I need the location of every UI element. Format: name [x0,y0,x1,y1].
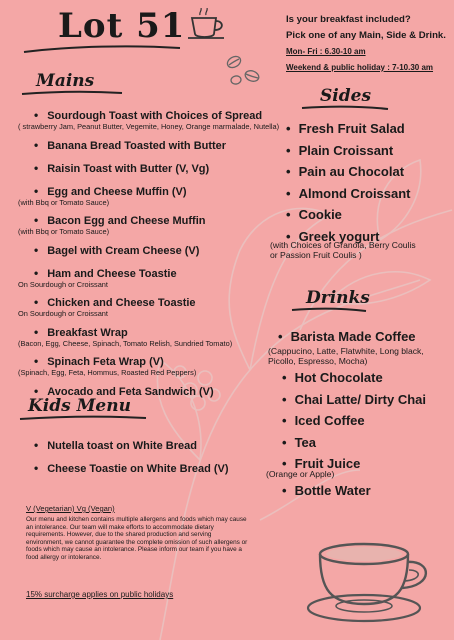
menu-item-name: • Spinach Feta Wrap (V) [34,356,164,368]
menu-item-note: (with Bbq or Tomato Sauce) [18,227,110,236]
list-item [18,228,280,237]
menu-item-note: (with Bbq or Tomato Sauce) [18,197,110,207]
list-item [18,104,280,123]
list-item [18,291,280,310]
list-item [18,157,280,176]
list-item [286,118,411,140]
list-item [34,434,229,453]
kids-menu-title: Kids Menu [28,396,131,416]
list-item [18,262,280,281]
list-item [18,340,280,349]
intro-line-2: Pick one of any Main, Side & Drink. [286,30,446,41]
menu-item-name: • Bottle Water [282,483,371,498]
menu-item-name: • Sourdough Toast with Choices of Spread [34,110,262,122]
sides-title: Sides [320,86,372,106]
intro-line-1: Is your breakfast included? [286,14,411,25]
menu-item-note: ( strawberry Jam, Peanut Butter, Vegemite, Honey, Orange marmalade, Nutella) [18,122,280,131]
allergen-notice: Our menu and kitchen contains multiple allergens and foods which may cause an intolerance. Our team will make efforts to accommodate dietary requirements. However, due to the shared production and serving environment, we cannot guarantee the complete omission of such allergens or foods which may cause an intolerance. Please inform our team if you have a food allergy or intolerance. [26,516,248,561]
menu-item-name: • Avocado and Feta Sandwich (V) [34,386,214,398]
menu-item-note: On Sourdough or Croissant [18,279,108,289]
sides-list [286,118,411,247]
menu-item-name: • Banana Bread Toasted with Butter [34,140,226,152]
list-item [18,123,280,132]
sides-underline [300,104,390,112]
drinks-coffee-note: (Cappucino, Latte, Flatwhite, Long black, Picollo, Espresso, Mocha) [268,346,424,366]
kids-menu-underline [18,414,148,422]
menu-item-note: (Bacon, Egg, Cheese, Spinach, Tomato Relish, Sundried Tomato) [18,338,233,348]
list-item [282,389,426,411]
list-item [18,281,280,290]
menu-item-name: • Chai Latte/ Dirty Chai [282,392,426,407]
list-item [286,161,411,183]
menu-item-name: • Egg and Cheese Muffin (V) [34,186,187,198]
coffee-cup-icon [186,8,230,42]
kids-menu-list [34,434,229,476]
hours-weekend: Weekend & public holiday : 7-10.30 am [286,63,434,72]
mains-list [18,104,280,399]
drinks-title: Drinks [306,288,370,308]
logo-underline [22,42,182,56]
logo-title: Lot 51 [58,6,186,46]
menu-item-note: (Spinach, Egg, Feta, Hommus, Roasted Red Peppers) [18,368,197,377]
list-item [18,134,280,153]
surcharge-note: 15% surcharge applies on public holidays [26,590,174,599]
menu-item-name: • Pain au Chocolat [286,164,404,179]
list-item [282,410,426,432]
menu-item-name: • Greek yogurt [286,229,379,244]
menu-item-name: • Cookie [286,207,342,222]
list-item [18,180,280,199]
list-item [282,480,371,499]
menu-item-name: • Fresh Fruit Salad [286,121,405,136]
dietary-key: V (Vegetarian) Vg (Vegan) [26,504,115,513]
drinks-list [282,367,426,475]
menu-item-name: • Barista Made Coffee [278,329,416,344]
menu-item-name: • Ham and Cheese Toastie [34,268,177,280]
list-item [18,199,280,208]
sides-note: (with Choices of Granola, Berry Coulis or Passion Fruit Coulis ) [270,240,416,260]
menu-item-name: • Tea [282,435,316,450]
juice-note: (Orange or Apple) [266,469,335,479]
menu-item-name: • Raisin Toast with Butter (V, Vg) [34,163,209,175]
list-item [282,432,426,454]
list-item [18,350,280,369]
menu-item-name: • Breakfast Wrap [34,327,128,339]
menu-item-name: • Nutella toast on White Bread [34,440,197,452]
list-item [278,326,416,345]
drinks-underline [290,306,368,314]
list-item [286,204,411,226]
list-item [286,183,411,205]
breakfast-intro [286,12,446,76]
menu-item-note: On Sourdough or Croissant [18,309,108,318]
list-item [18,369,280,378]
menu-item-name: • Fruit Juice [282,456,360,471]
list-item [18,239,280,258]
list-item [34,457,229,476]
mains-title: Mains [36,71,95,91]
menu-item-name: • Bacon Egg and Cheese Muffin [34,215,206,227]
mains-underline [20,89,124,97]
menu-item-name: • Cheese Toastie on White Bread (V) [34,463,229,475]
menu-item-name: • Almond Croissant [286,186,411,201]
coffee-cup-saucer-illustration [300,534,440,626]
menu-item-name: • Chicken and Cheese Toastie [34,297,196,309]
menu-item-name: • Hot Chocolate [282,370,383,385]
list-item [18,310,280,319]
list-item [286,140,411,162]
menu-item-name: • Plain Croissant [286,143,393,158]
list-item [18,321,280,340]
menu-item-name: • Iced Coffee [282,413,365,428]
list-item [282,367,426,389]
hours-weekday: Mon- Fri : 6.30-10 am [286,47,366,56]
coffee-beans-icon [222,52,270,88]
menu-item-name: • Bagel with Cream Cheese (V) [34,245,199,257]
list-item [18,209,280,228]
